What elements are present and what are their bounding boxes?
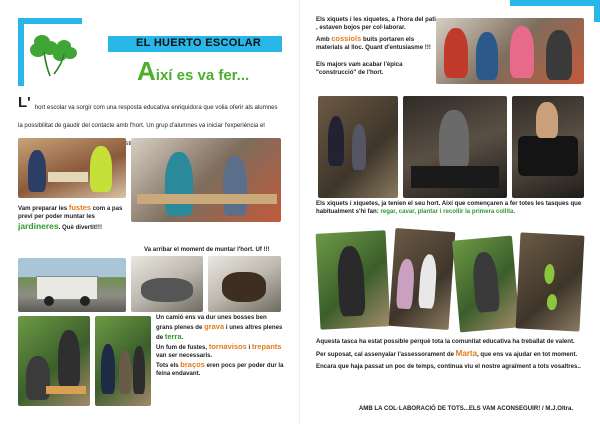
word-trepants: trepants xyxy=(251,342,282,352)
word-tornavisos: tornavisos xyxy=(208,342,247,352)
photo-planting-group xyxy=(389,228,456,330)
photo-children-pots xyxy=(436,18,584,84)
caption-assembly: Va arribar el moment de muntar l'hort. Uf !!! xyxy=(144,246,270,253)
photo-kids-woodwork xyxy=(18,138,126,198)
corner-frame-right-side xyxy=(594,0,600,22)
word-cossiols: cossiols xyxy=(331,34,362,44)
photo-watering xyxy=(316,230,391,330)
photo-garden-bed-2 xyxy=(403,96,507,198)
intro-text-b: mestres. xyxy=(116,140,141,147)
page-subtitle xyxy=(137,56,249,87)
right-bottom-text: Aquesta tasca ha estat possible perquè tota la comunitat educativa ha treballat de valent. Per suposat, cal assenyalar l'assessorament de Marta, que ens va ajudar en tot moment. Encara que haja passat un poc de temps, continua viu el nostre agraïment a tots vosaltres.. xyxy=(316,338,581,370)
photo-garden-bed-3 xyxy=(512,96,584,198)
photo-group-yard xyxy=(95,316,151,406)
word-marta: Marta xyxy=(455,349,478,359)
corner-frame-right xyxy=(510,0,600,6)
photo-kids-drilling xyxy=(18,316,90,406)
photo-truck xyxy=(18,258,126,312)
photo-classroom-tools xyxy=(131,138,281,222)
word-jardineres: jardineres xyxy=(18,221,59,232)
photo-gravel-bag xyxy=(131,256,203,312)
word-terra: terra xyxy=(164,332,182,342)
right-mid-text: Els xiquets i xiquetes, ja tenien el seu hort. Així que començaren a fer totes les tasques que habitualment s'hi fan: regar, cavar, plantar i recollir la primera collita. xyxy=(316,200,582,216)
photo-garden-bed-1 xyxy=(318,96,398,198)
photo-digging xyxy=(452,236,520,333)
right-top-text: Els xiquets i les xiquetes, a l'hora del pati , estaven bojos per col·laborar. Amb cossiols buits portaren els materials al lloc. Quant d'entusiasme !!! Els majors vam acabar l'èpica "construcció" de l'hort. xyxy=(316,16,436,77)
clover-icon xyxy=(20,28,84,78)
word-bracos: braços xyxy=(180,360,205,370)
page-title: EL HUERTO ESCOLAR xyxy=(136,37,262,49)
photo-seedling xyxy=(516,232,585,331)
dropcap: L' xyxy=(18,94,31,111)
tasks-highlight: regar, cavar, plantar i recollir la primera collita. xyxy=(380,208,516,216)
footer-credit: AMB LA COL·LABORACIÓ DE TOTS...ELS VAM ACONSEGUIR! / M.J.Oltra. xyxy=(358,405,574,412)
intro-text-a: hort escolar va sorgir com una resposta educativa enriquidora que volia oferir als alumnes la possibilitat de gaudir del contacte amb l'hort. Un grup d'alumnes va iniciar l'experiència el xyxy=(18,104,278,129)
caption-woodwork: Vam preparar les fustes com a pas previ per poder muntar les jardineres. Què divertit!!! xyxy=(18,203,123,232)
word-grava: grava xyxy=(204,322,225,332)
caption-materials: Un camió ens va dur unes bosses ben grans plenes de grava i unes altres plenes de terra. Un fum de fustes, tornavisos i trepants van ser necessaris. Tots els braços eren pocs per poder dur la feina endavant. xyxy=(156,314,284,378)
subtitle-initial: A xyxy=(137,56,156,86)
spine-divider xyxy=(299,0,300,424)
photo-soil-bag xyxy=(208,256,281,312)
word-fustes: fustes xyxy=(68,203,91,212)
subtitle-rest: ixí es va fer... xyxy=(155,67,250,84)
